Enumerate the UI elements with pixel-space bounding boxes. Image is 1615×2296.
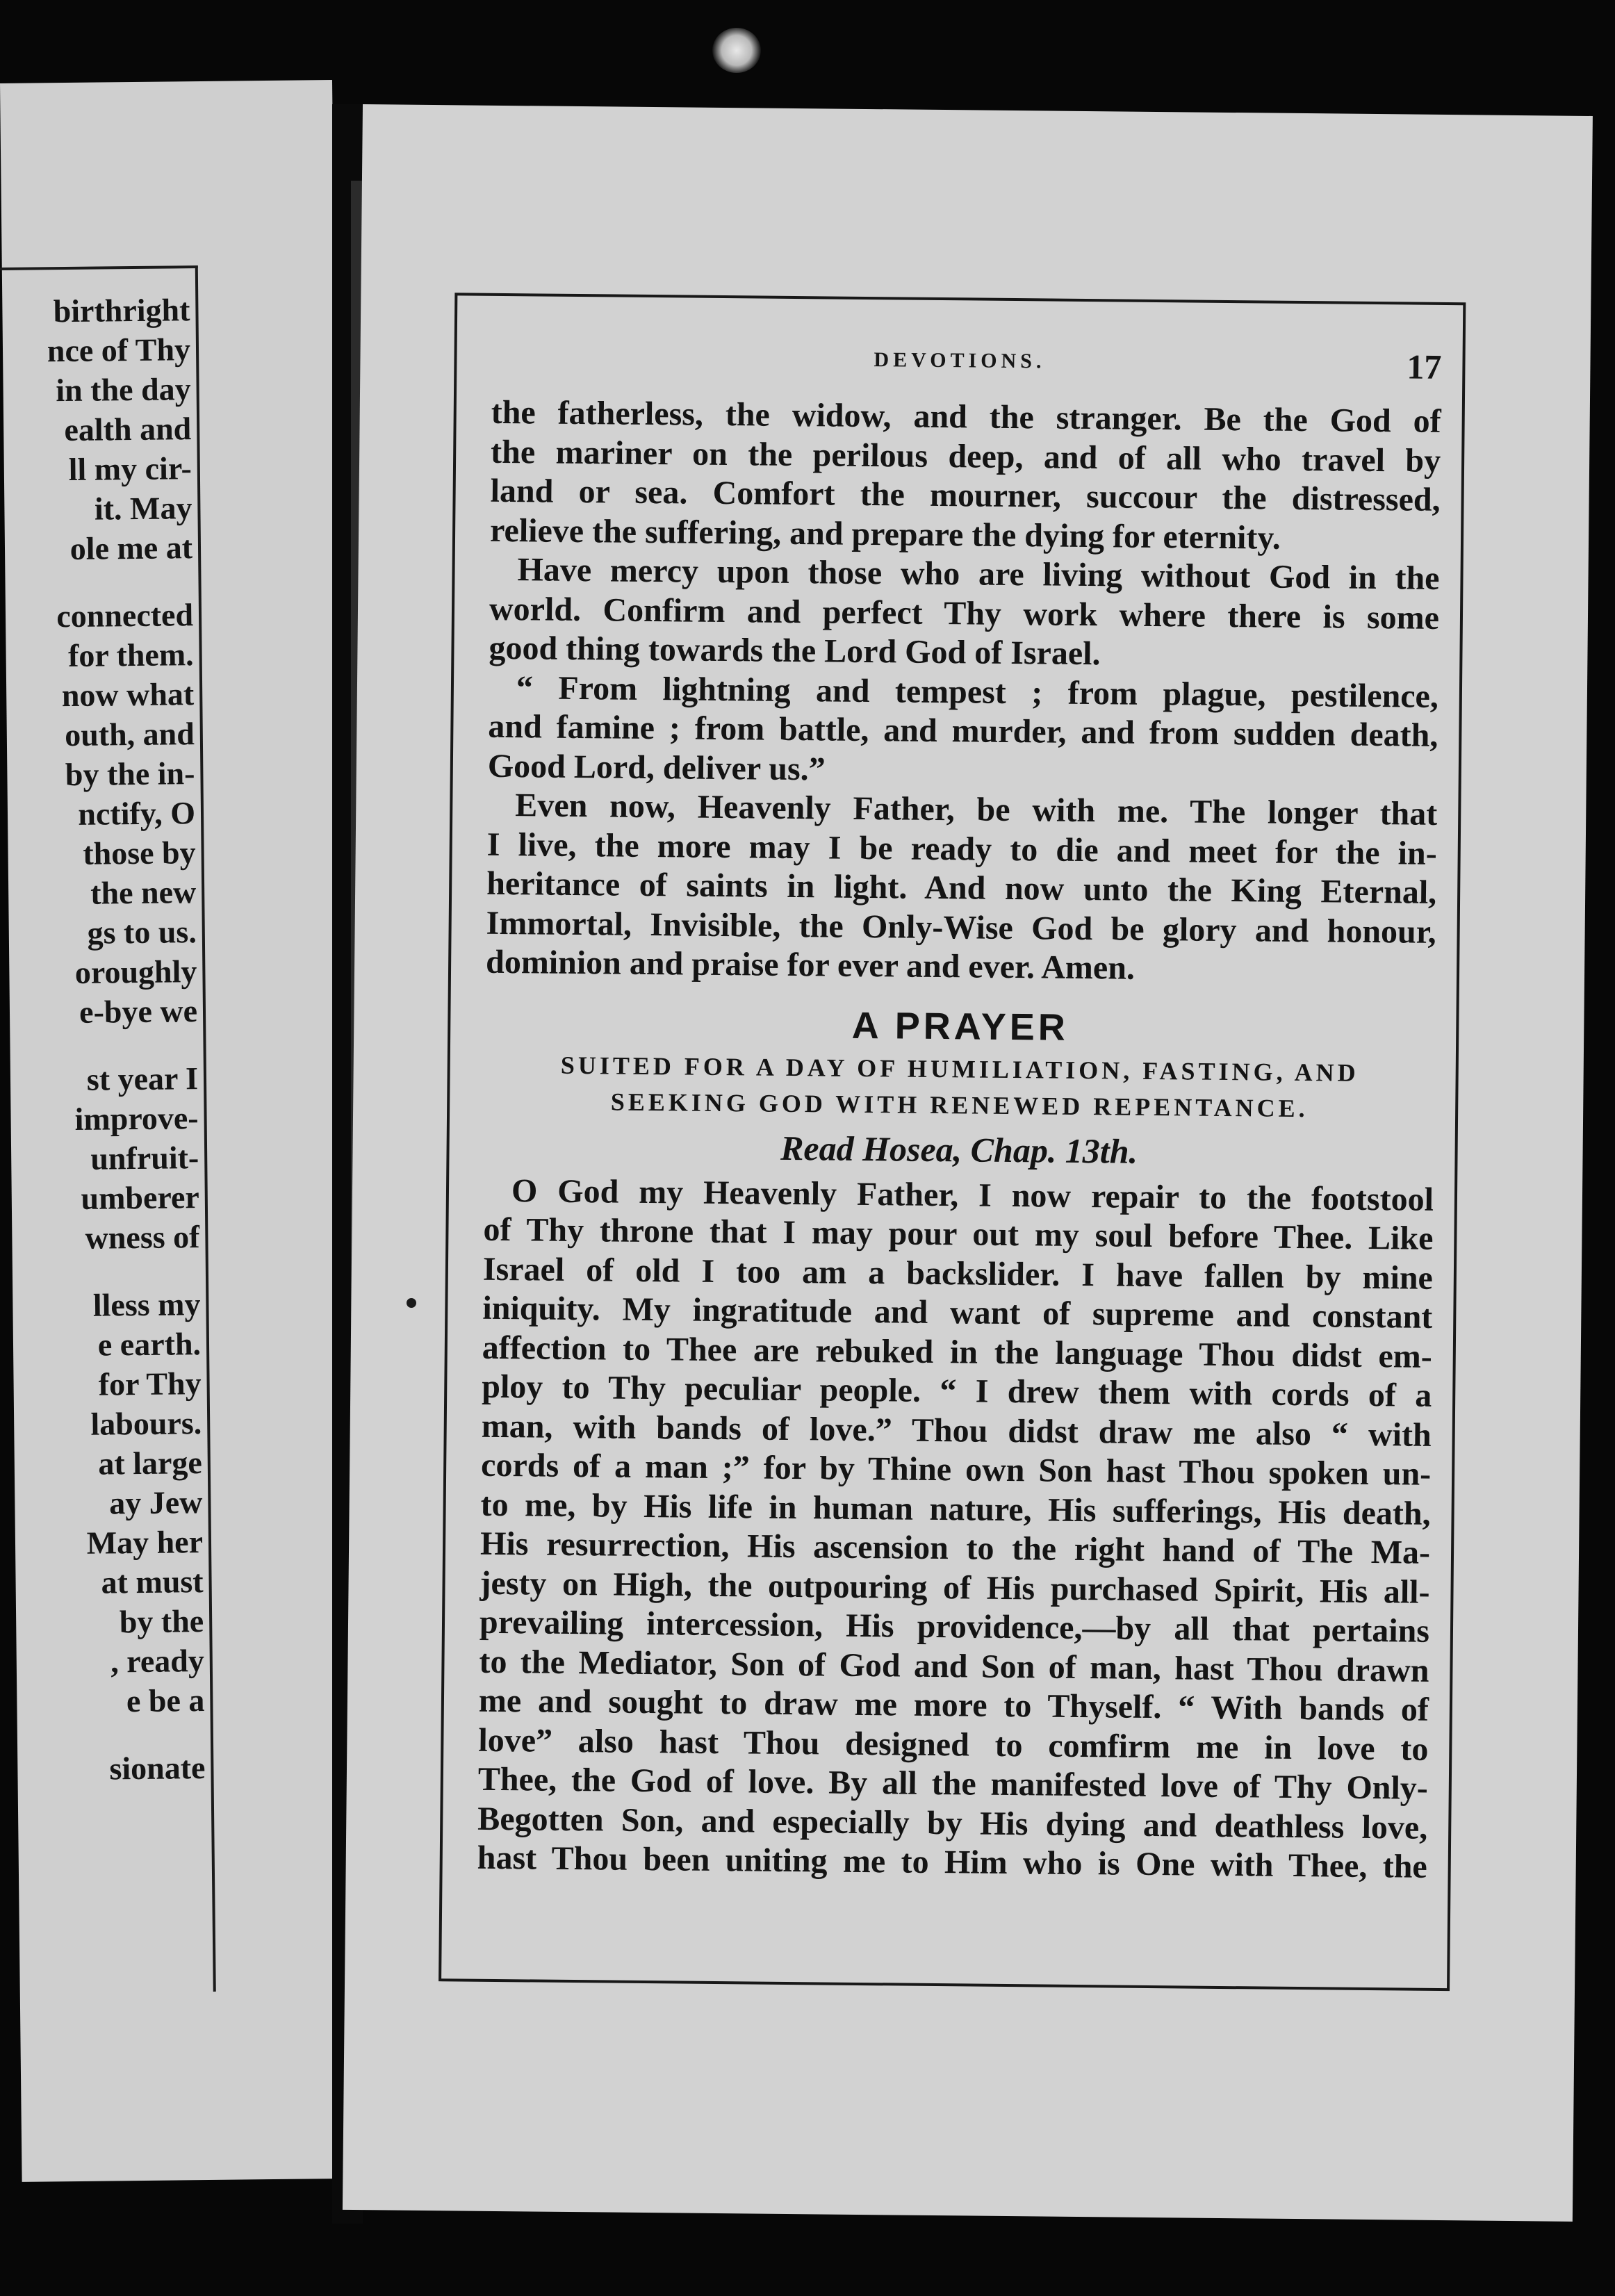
left-line: wness of: [85, 1219, 200, 1256]
left-line: for Thy: [98, 1366, 202, 1402]
page-number: 17: [1407, 347, 1442, 386]
left-line: May her: [86, 1524, 204, 1561]
text-line: man, with bands of love.” Thou didst draw me also “ with: [481, 1407, 1432, 1454]
left-line: birthright: [53, 292, 190, 329]
text-line: His resurrection, His ascension to the right hand of The Ma-: [479, 1525, 1431, 1571]
text-line: relieve the suffering, and prepare the dying for eternity.: [489, 511, 1281, 557]
text-line: “ From lightning and tempest ; from plague, pestilence,: [516, 669, 1439, 715]
running-head: DEVOTIONS.: [874, 348, 1046, 373]
text-line: and famine ; from battle, and murder, and from sudden death,: [488, 707, 1438, 754]
page-body: [477, 393, 1441, 1887]
text-line: affection to Thee are rebuked in the language Thou didst em-: [482, 1329, 1433, 1375]
text-line: the mariner on the perilous deep, and of all who travel by: [490, 433, 1441, 479]
left-line: sionate: [109, 1750, 206, 1787]
left-line: nctify, O: [78, 795, 196, 832]
left-line: ay Jew: [108, 1484, 203, 1521]
text-line: of Thy throne that I may pour out my soul before Thee. Like: [483, 1211, 1434, 1257]
left-gap: [5, 567, 192, 597]
left-line: at must: [101, 1564, 204, 1600]
left-line: e earth.: [97, 1326, 202, 1363]
left-line: , ready: [110, 1643, 205, 1680]
text-line: dominion and praise for ever and ever. Amen.: [485, 943, 1136, 987]
left-line: for them.: [67, 637, 194, 674]
left-line: e be a: [126, 1682, 205, 1719]
text-line: good thing towards the Lord God of Israel.: [489, 629, 1101, 673]
left-line: in the day: [56, 371, 191, 409]
left-line: ealth and: [64, 411, 192, 448]
text-line: iniquity. My ingratitude and want of supreme and constant: [482, 1289, 1433, 1336]
text-line: cords of a man ;” for by Thine own Son hast Thou spoken un-: [480, 1446, 1432, 1493]
text-line: Thee, the God of love. By all the manifested love of Thy Only-: [477, 1760, 1429, 1807]
left-line: ll my cir-: [68, 450, 192, 487]
left-line: unfruit-: [90, 1140, 199, 1176]
left-line: improve-: [74, 1100, 199, 1137]
text-line: to the Mediator, Son of God and Son of man, hast Thou drawn: [479, 1643, 1429, 1689]
text-line: Even now, Heavenly Father, be with me. The longer that: [515, 787, 1438, 833]
text-line: I live, the more may I be ready to die and meet for the in-: [486, 826, 1437, 872]
text-line: Begotten Son, and especially by His dying and deathless love,: [477, 1800, 1428, 1846]
prayer-title: A PRAYER: [851, 1004, 1069, 1049]
scripture-reading: Read Hosea, Chap. 13th.: [780, 1128, 1138, 1171]
text-line: Have mercy upon those who are living without God in the: [517, 551, 1440, 597]
left-line: nce of Thy: [47, 331, 191, 369]
left-line: at large: [98, 1445, 203, 1482]
left-line: connected: [56, 597, 194, 634]
text-line: Immortal, Invisible, the Only-Wise God be glory and honour,: [486, 904, 1436, 951]
left-line: by the: [119, 1603, 204, 1640]
text-line: ploy to Thy peculiar people. “ I drew them with cords of a: [482, 1368, 1432, 1414]
left-gap: [10, 1031, 197, 1060]
page-header: [457, 337, 1463, 388]
text-line: prevailing intercession, His providence,—by all that pertains: [479, 1603, 1430, 1650]
left-line: st year I: [86, 1060, 199, 1097]
left-line: by the in-: [65, 755, 195, 793]
text-line: to me, by His life in human nature, His sufferings, His death,: [480, 1486, 1431, 1532]
text-line: jesty on High, the outpouring of His purchased Spirit, His all-: [479, 1564, 1430, 1611]
left-page: [0, 80, 354, 2182]
text-line: love” also hast Thou designed to comfirm me in love to: [478, 1721, 1429, 1768]
left-line: gs to us.: [87, 914, 197, 951]
prayer-subtitle: SUITED FOR A DAY OF HUMILIATION, FASTING, AND: [560, 1051, 1359, 1087]
text-line: the fatherless, the widow, and the stranger. Be the God of: [491, 393, 1441, 440]
right-page: [343, 104, 1593, 2222]
left-gap: [13, 1256, 200, 1286]
text-line: me and sought to draw me more to Thyself. “ With bands of: [478, 1682, 1429, 1728]
left-line: oroughly: [74, 953, 197, 990]
text-line: heritance of saints in light. And now unto the King Eternal,: [486, 864, 1437, 911]
text-line: Israel of old I too am a backslider. I have fallen by mine: [482, 1250, 1434, 1297]
left-line: e-bye we: [79, 993, 198, 1030]
text-frame: [438, 293, 1466, 1991]
left-line: it. May: [94, 490, 192, 527]
left-line: the new: [90, 874, 197, 911]
left-line: ole me at: [69, 530, 193, 566]
left-line: lless my: [92, 1286, 201, 1323]
left-gap: [17, 1720, 205, 1750]
text-line: O God my Heavenly Father, I now repair to the footstool: [511, 1172, 1434, 1218]
page-smudge: [712, 28, 761, 73]
ink-dot: [407, 1298, 416, 1308]
text-line: hast Thou been uniting me to Him who is One with Thee, the: [477, 1839, 1427, 1885]
left-line: now what: [61, 676, 195, 714]
text-line: land or sea. Comfort the mourner, succour the distressed,: [490, 472, 1441, 518]
text-line: Good Lord, deliver us.”: [487, 747, 826, 787]
left-page-text: [2, 290, 206, 1789]
left-line: labours.: [90, 1405, 202, 1442]
text-line: world. Confirm and perfect Thy work where there is some: [489, 590, 1440, 637]
prayer-subtitle: SEEKING GOD WITH RENEWED REPENTANCE.: [610, 1087, 1309, 1122]
left-line: umberer: [81, 1179, 200, 1216]
left-line: outh, and: [64, 716, 195, 753]
left-line: those by: [83, 835, 196, 871]
